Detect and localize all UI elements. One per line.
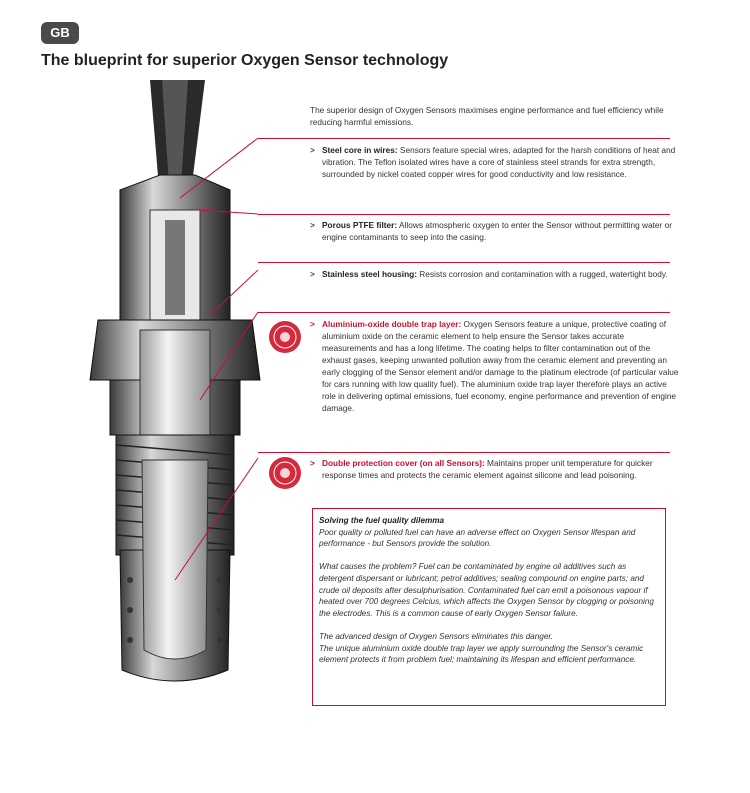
callout-line-5 — [258, 452, 670, 453]
box-paragraph-2: What causes the problem? Fuel can be contaminated by engine oil additives such as detergent dispersant or lubricant; petrol additives; sealing compound on engine parts; and crude oil deposits after desulphurisation. Contaminated fuel can emit a poisonous vapour if heated over 700 degrees Celcius, which affects the Oxygen Sensor by clogging or poisoning the electrodes. This is a common cause of early Oxygen Sensor failure. — [319, 562, 654, 618]
feature-body: Oxygen Sensors feature a unique, protective coating of aluminium oxide on the ceramic element to help ensure the Sensor takes accurate measurements and has a long lifetime. The coating helps to filter contamination out of the exhaust gases, keeping unwanted pollution away from the ceramic element and preventing an early clogging of the Sensor element and/or damage to the platinum electrode (of particular value for cars running with low quality fuel). The aluminium oxide trap layer therefore plays an active role in delivering optimal emissions, fuel economy, engine performance and prevention of engine damage. — [322, 319, 679, 413]
box-heading: Solving the fuel quality dilemma — [319, 516, 445, 525]
feature-body: Allows atmospheric oxygen to enter the Sensor without permitting water or engine contaminants to seep into the casing. — [322, 220, 672, 242]
feature-steel-core — [310, 144, 680, 180]
chevron-right-icon: > — [310, 269, 315, 279]
callout-line-3 — [258, 262, 670, 263]
callout-line-1 — [258, 138, 670, 139]
callout-line-2 — [258, 214, 670, 215]
oxygen-sensor-illustration — [80, 80, 290, 690]
box-paragraph-1: Poor quality or polluted fuel can have an adverse effect on Oxygen Sensor lifespan and performance - but Sensors provide the solution. — [319, 527, 636, 549]
feature-heading: Porous PTFE filter: — [322, 220, 398, 230]
feature-heading: Double protection cover (on all Sensors): — [322, 458, 485, 468]
feature-heading: Steel core in wires: — [322, 145, 398, 155]
page-title: The blueprint for superior Oxygen Sensor technology — [41, 52, 449, 69]
feature-body: Resists corrosion and contamination with a rugged, watertight body. — [416, 269, 668, 279]
chevron-right-icon: > — [310, 458, 315, 468]
chevron-right-icon: > — [310, 220, 315, 230]
feature-steel-housing — [310, 268, 680, 280]
intro-text: The superior design of Oxygen Sensors maximises engine performance and fuel efficiency while reducing harmful emissions. — [310, 105, 664, 127]
feature-ptfe-filter — [310, 219, 680, 243]
feature-heading: Stainless steel housing: — [322, 269, 417, 279]
box-paragraph-3: The advanced design of Oxygen Sensors eliminates this danger. — [319, 631, 554, 641]
quality-stamp-icon — [268, 320, 302, 354]
callout-line-4 — [258, 312, 670, 313]
chevron-right-icon: > — [310, 319, 315, 329]
feature-body: Sensors feature special wires, adapted for the harsh conditions of heat and vibration. The Teflon isolated wires have a core of stainless steel strands for extra strength, surrounded by nickel coated copper wires for good conductivity and low resistance. — [322, 145, 676, 179]
quality-stamp-icon — [268, 456, 302, 490]
chevron-right-icon: > — [310, 145, 315, 155]
feature-protection-cover — [310, 457, 680, 481]
feature-body: Maintains proper unit temperature for quicker response times and protects the ceramic element against silicone and lead poisoning. — [322, 458, 653, 480]
fuel-quality-box — [312, 508, 666, 706]
feature-double-trap-layer — [310, 318, 680, 414]
box-paragraph-4: The unique aluminium oxide double trap layer we apply surrounding the Sensor's ceramic element protects it from problem fuel; maintaining its lifespan and efficient performance. — [319, 643, 644, 665]
feature-heading: Aluminium-oxide double trap layer: — [322, 319, 462, 329]
language-badge: GB — [41, 22, 79, 44]
